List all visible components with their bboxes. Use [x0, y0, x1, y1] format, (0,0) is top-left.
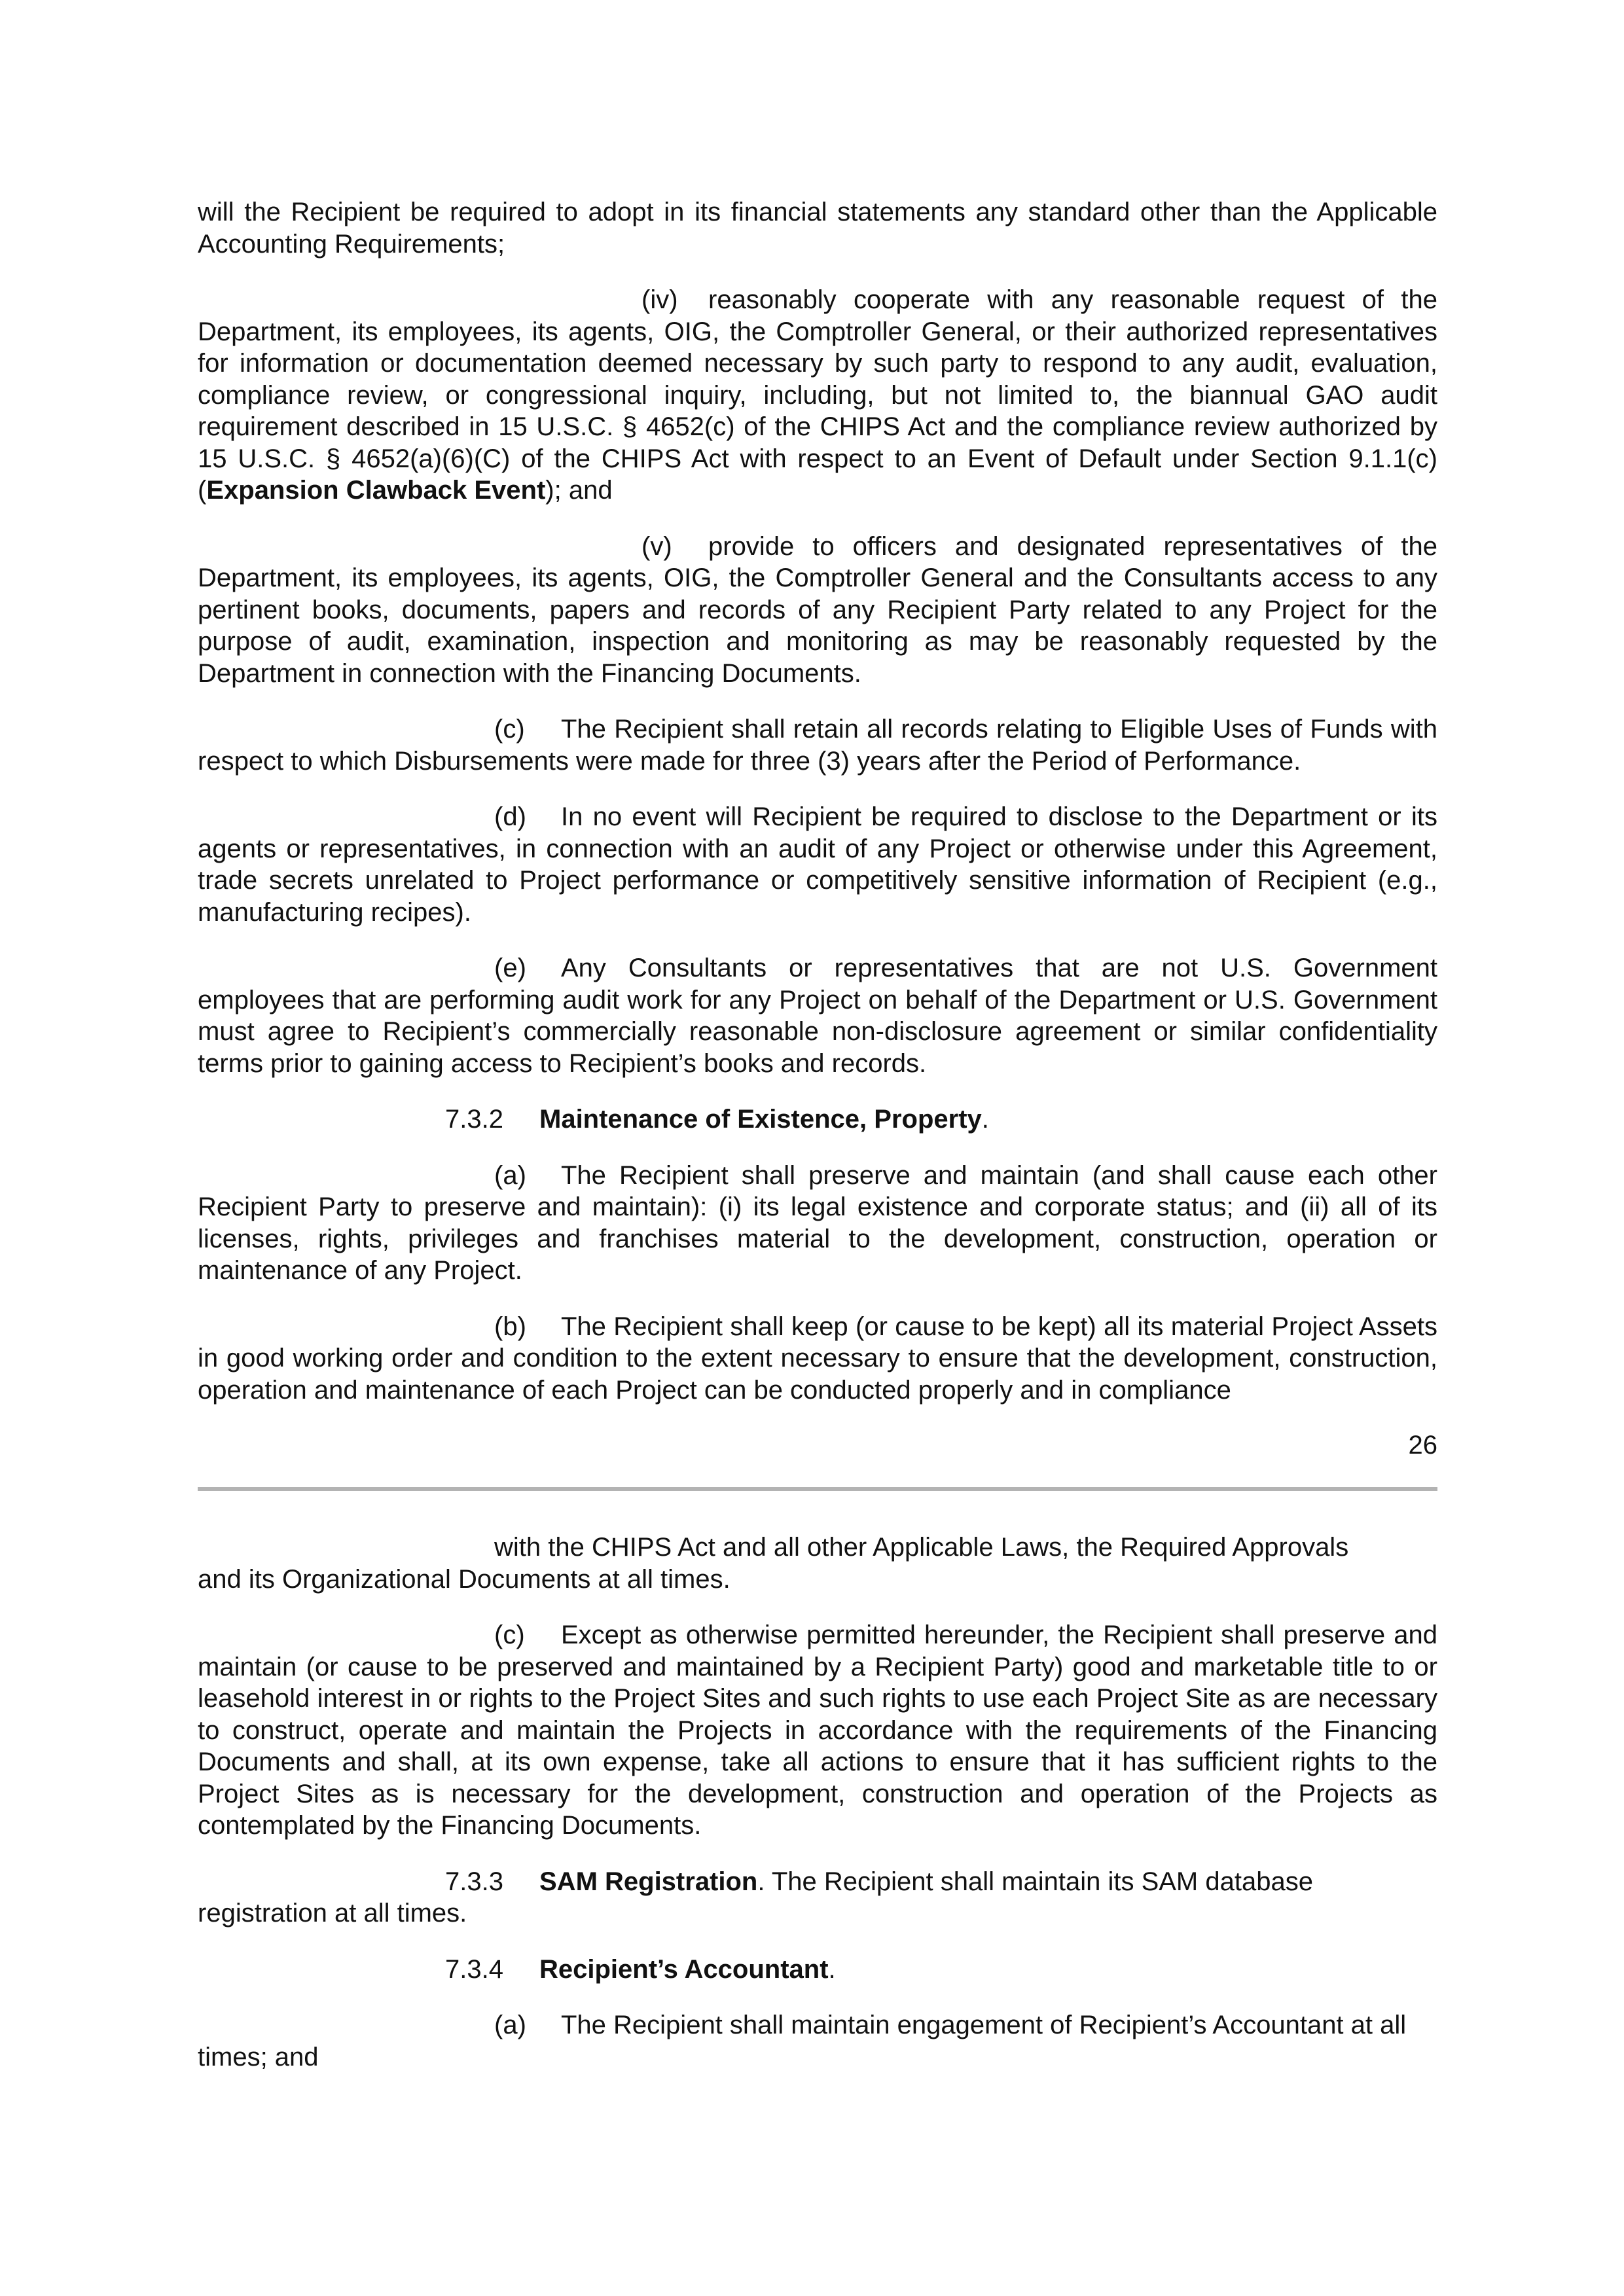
section-title: SAM Registration — [539, 1867, 758, 1896]
clause-text: Except as otherwise permitted hereunder, the Recipient shall preserve and maintain (or cause to be preserved and maintained by a Recipient Party) good and marketable title to or leasehold interest in or rights to the Project Sites and such rights to use each Project Site as are necessary to construct, operate and maintain the Projects in accordance with the requirements of the Financing Documents and shall, at its own expense, take all actions to ensure that it has sufficient rights to the Project Sites as is necessary for the development, construction and operation of the Projects as contemplated by the Financing Documents. — [198, 1621, 1437, 1840]
section-7-3-3 — [198, 1866, 1437, 1929]
clause-number: (c) — [494, 715, 525, 744]
page-divider — [198, 1487, 1437, 1491]
clause-text: The Recipient shall keep (or cause to be kept) all its material Project Assets in good working order and condition to the extent necessary to ensure that the development, construction, operation and maintenance of each Project can be conducted properly and in compliance — [198, 1312, 1437, 1405]
section-number: 7.3.4 — [445, 1954, 503, 1984]
clause-number: (d) — [494, 802, 526, 831]
section-text: . The Recipient shall maintain its SAM database registration at all times. — [198, 1867, 1313, 1928]
clause-d — [198, 801, 1437, 928]
clause-text: In no event will Recipient be required to disclose to the Department or its agents or representatives, in connection with an audit of any Project or otherwise under this Agreement, trade secrets unrelated to Project performance or competitively sensitive information of Recipient (e.g., manufacturing recipes). — [198, 802, 1437, 927]
clause-e — [198, 952, 1437, 1079]
paragraph-continuation: with the CHIPS Act and all other Applicable Laws, the Required Approvals and its Organizational Documents at all times. — [198, 1533, 1349, 1594]
clause-text: The Recipient shall retain all records relating to Eligible Uses of Funds with respect to which Disbursements were made for three (3) years after the Period of Performance. — [198, 715, 1437, 776]
section-7-3-4-heading — [198, 1954, 1437, 1986]
clause-text-tail: ); and — [545, 476, 613, 505]
section-title: Recipient’s Accountant — [539, 1954, 829, 1984]
clause-number: (b) — [494, 1312, 526, 1341]
clause-text: Any Consultants or representatives that are not U.S. Government employees that are performing audit work for any Project on behalf of the Department or U.S. Government must agree to Recipient’s commercially reasonable non-disclosure agreement or similar confidentiality terms prior to gaining access to Recipient’s books and records. — [198, 954, 1437, 1078]
clause-number: (a) — [494, 1160, 526, 1190]
paragraph-continuation: will the Recipient be required to adopt in its financial statements any standard other than the Applicable Accounting Requirements; — [198, 198, 1437, 259]
section-number: 7.3.3 — [445, 1867, 503, 1896]
defined-term: Expansion Clawback Event — [206, 476, 546, 505]
clause-number: (iv) — [641, 285, 678, 314]
section-7-3-2-heading — [198, 1103, 1437, 1136]
clause-text: provide to officers and designated representatives of the Department, its employees, its agents, OIG, the Comptroller General and the Consultants access to any pertinent books, documents, papers and records of any Recipient Party related to any Project for the purpose of audit, examination, inspection and monitoring as may be reasonably requested by the Department in connection with the Financing Documents. — [198, 531, 1437, 688]
page-26-body — [198, 196, 1437, 1430]
section-number: 7.3.2 — [445, 1105, 503, 1134]
clause-number: (v) — [641, 531, 672, 561]
clause-text: reasonably cooperate with any reasonable request of the Department, its employees, its agents, OIG, the Comptroller General, or their authorized representatives for information or documentation deemed necessary by such party to respond to any audit, evaluation, compliance review, or congressional inquiry, including, but not limited to, the biannual GAO audit requirement described in 15 U.S.C. § 4652(c) of the CHIPS Act and the compliance review authorized by 15 U.S.C. § 4652(a)(6)(C) of the CHIPS Act with respect to an Event of Default under Section 9.1.1(c) ( — [198, 285, 1437, 505]
clause-text: The Recipient shall preserve and maintain (and shall cause each other Recipient Party to preserve and maintain): (i) its legal existence and corporate status; and (ii) all of its licenses, rights, privileges and franchises material to the development, construction, operation or maintenance of any Project. — [198, 1160, 1437, 1285]
clause-iv — [198, 284, 1437, 507]
section-title: Maintenance of Existence, Property — [539, 1105, 982, 1134]
section-title-tail: . — [981, 1105, 989, 1134]
clause-number: (c) — [494, 1621, 525, 1649]
clause-c — [198, 713, 1437, 777]
section-title-tail: . — [828, 1954, 836, 1984]
page-27-body — [198, 1532, 1437, 2097]
clause-a-existence — [198, 1160, 1437, 1287]
clause-a-accountant — [198, 2009, 1437, 2073]
clause-number: (a) — [494, 2011, 526, 2039]
page-number: 26 — [1408, 1431, 1437, 1460]
clause-text: The Recipient shall maintain engagement of Recipient’s Accountant at all times; and — [198, 2011, 1407, 2072]
clause-number: (e) — [494, 954, 526, 982]
clause-b-assets — [198, 1311, 1437, 1407]
clause-c-title — [198, 1619, 1437, 1842]
clause-v — [198, 531, 1437, 690]
